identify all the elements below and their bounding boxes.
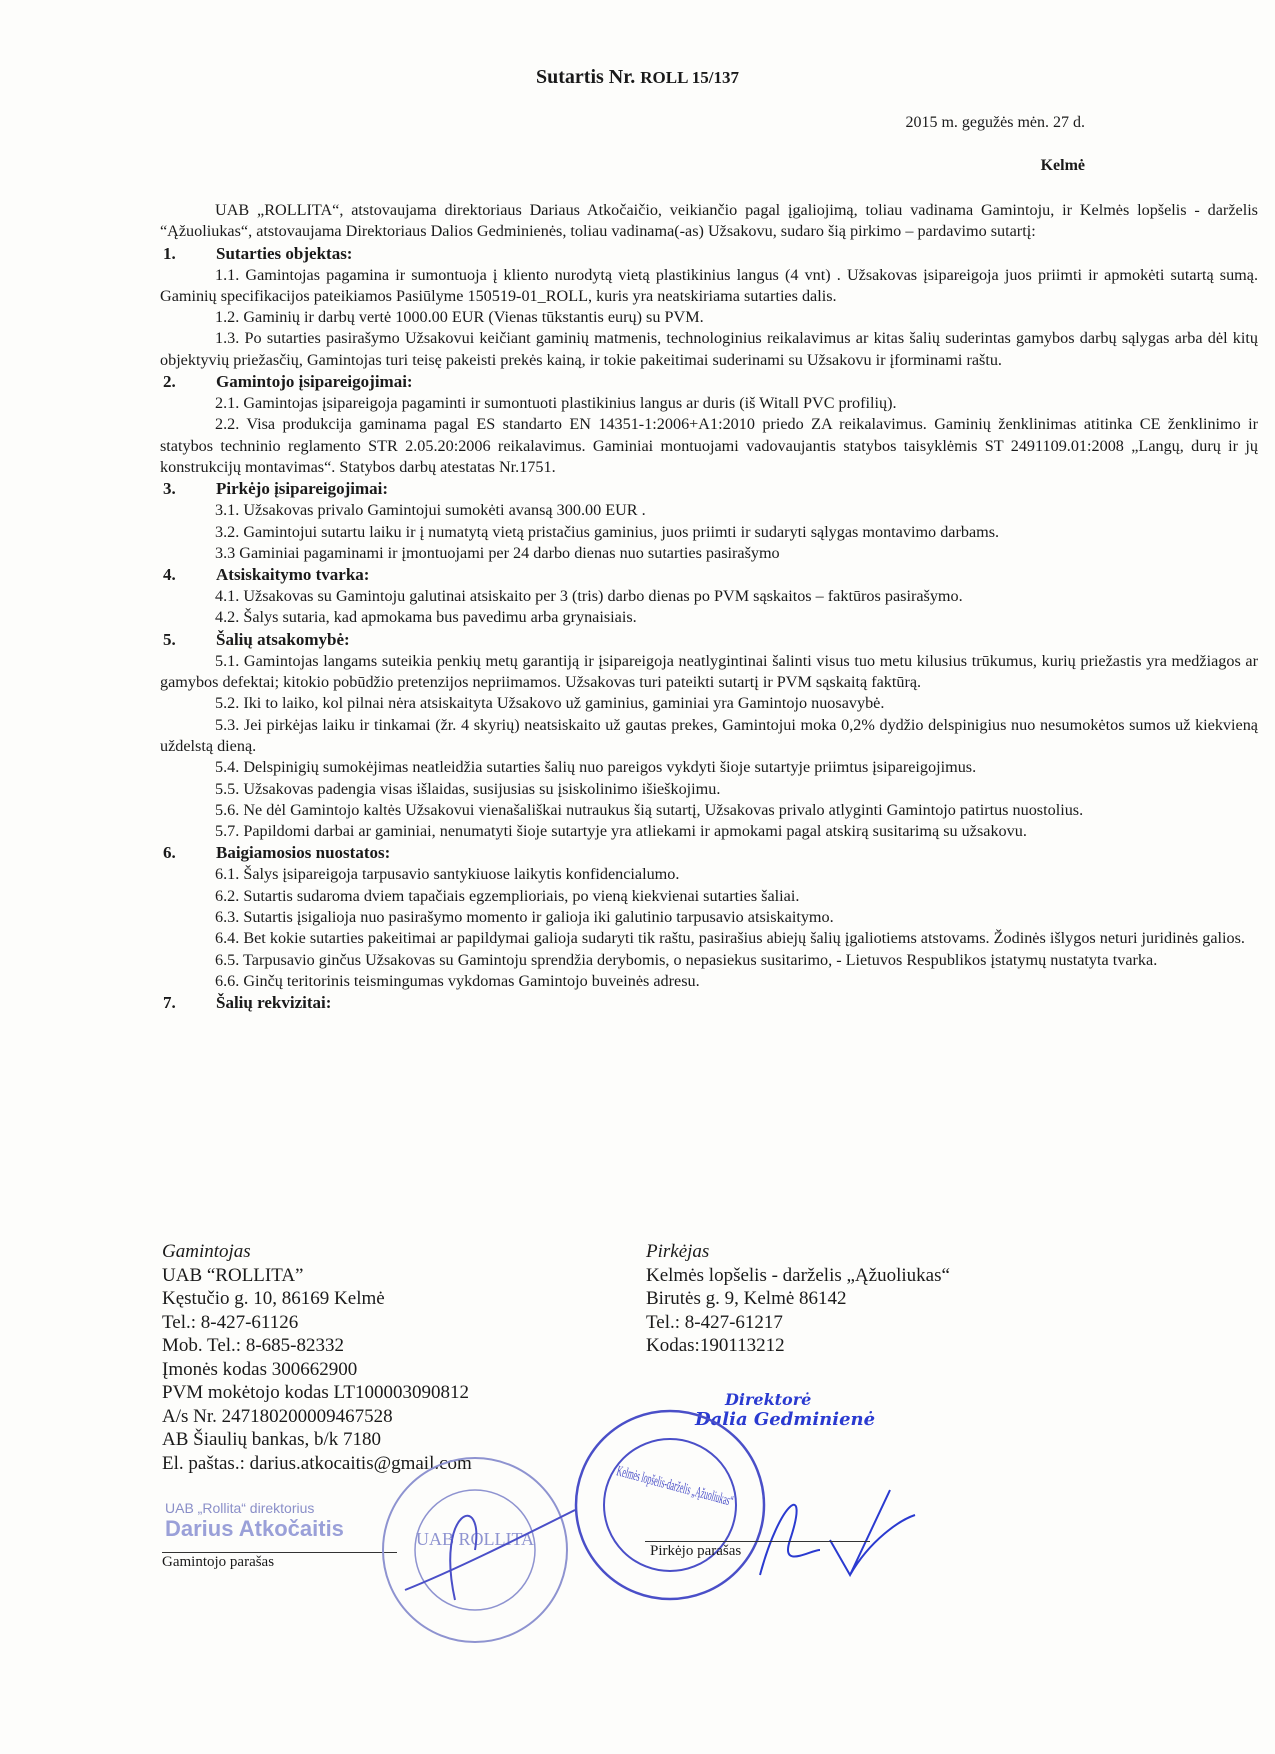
seller-signature-label: Gamintojo parašas xyxy=(162,1554,275,1570)
stamp-name: Darius Atkočaitis xyxy=(165,1516,344,1541)
stamp-title: UAB „Rollita“ direktorius xyxy=(165,1500,315,1516)
contract-date: 2015 m. gegužės mėn. 27 d. xyxy=(905,114,1085,131)
clause: 6.4. Bet kokie sutarties pakeitimai ar papildymai galioja sudaryti tik raštu, pasirašius abiejų šalių įgaliotiems atstovams. Žodinės išlygos neturi juridinės galios. xyxy=(215,929,1245,948)
director-name: Dalia Gedminienė xyxy=(695,1409,876,1430)
section-number: 5. xyxy=(163,629,176,649)
seller-name-stamp xyxy=(165,1500,344,1542)
buyer-signature xyxy=(740,1480,920,1580)
seller-role: Gamintojas xyxy=(162,1241,251,1262)
clause: 1.3. Po sutarties pasirašymo Užsakovui keičiant gaminių matmenis, technologinius reikalavimus ar kitas šalių suderintas gamybos darbų sąlygas arba dėl kitų objektyvių priežasčių, Gamintojas turi teisę pakeisti prekės kainą, ir tokie pakeitimai suderinami su Užsakovu ir įforminami raštu. xyxy=(160,329,1258,369)
section-title: Gamintojo įsipareigojimai: xyxy=(216,372,413,392)
section-number: 7. xyxy=(163,993,176,1013)
section-number: 4. xyxy=(163,565,176,585)
clause: 6.1. Šalys įsipareigoja tarpusavio santykiuose laikytis konfidencialumo. xyxy=(215,865,680,884)
buyer-detail-line: Birutės g. 9, Kelmė 86142 xyxy=(646,1288,847,1309)
clause: 5.5. Užsakovas padengia visas išlaidas, susijusias su įsiskolinimo išieškojimu. xyxy=(215,779,721,798)
section-title: Sutarties objektas: xyxy=(216,243,353,263)
section-title: Šalių atsakomybė: xyxy=(216,629,350,649)
contract-body xyxy=(160,200,1258,1014)
seller-detail-line: A/s Nr. 247180200009467528 xyxy=(162,1405,393,1427)
title-text: Sutartis Nr. xyxy=(536,66,636,88)
section-title: Pirkėjo įsipareigojimai: xyxy=(216,479,389,499)
section-heading xyxy=(160,243,1258,265)
section-heading xyxy=(160,629,1258,651)
buyer-detail-line: Tel.: 8-427-61217 xyxy=(646,1311,783,1333)
clause: 5.7. Papildomi darbai ar gaminiai, nenumatyti šioje sutartyje yra atliekami ir apmokami pagal atskirą susitarimą su užsakovu. xyxy=(215,822,1027,841)
clause: 4.1. Užsakovas su Gamintoju galutinai atsiskaito per 3 (tris) darbo dienas po PVM sąskaitos – faktūros pasirašymo. xyxy=(215,587,963,606)
clause: 6.5. Tarpusavio ginčus Užsakovas su Gamintoju sprendžia derybomis, o nepasiekus susitarimo, - Lietuvos Respublikos įstatymų nustatyta tvarka. xyxy=(215,950,1158,969)
seller-detail-line: Įmonės kodas 300662900 xyxy=(162,1358,358,1380)
section-heading xyxy=(160,478,1258,500)
seller-detail-line: Kęstučio g. 10, 86169 Kelmė xyxy=(162,1288,385,1309)
clause: 5.3. Jei pirkėjas laiku ir tinkamai (žr. 4 skyrių) neatsiskaito už gautas prekes, Gamintojui moka 0,2% dydžio delspinigius nuo nesumokėtos sumos už kiekvieną uždelstą dieną. xyxy=(160,715,1258,755)
clause: 5.6. Ne dėl Gamintojo kaltės Užsakovui vienašališkai nutraukus šią sutartį, Užsakovas privalo atlyginti Gamintojo patirtus nuostolius. xyxy=(215,800,1084,819)
clause: 2.2. Visa produkcija gaminama pagal ES standarto EN 14351-1:2006+A1:2010 priedo ZA reikalavimus. Gaminių ženklinimas atitinka CE ženklinimo ir statybos techninio reglamento STR 2.05.20:2006 reikalavimus. Gaminiai montuojami vadovaujantis statybos taisyklėmis ST 2491109.01:2008 „Langų, durų ir jų konstrukcijų montavimas“. Statybos darbų atestatas Nr.1751. xyxy=(160,415,1258,476)
seller-detail-line: PVM mokėtojo kodas LT100003090812 xyxy=(162,1382,469,1403)
buyer-role: Pirkėjas xyxy=(646,1241,710,1262)
buyer-signature-line xyxy=(645,1541,870,1542)
seal-center-text: Kelmės lopšelis-darželis „Ąžuoliukas“ xyxy=(614,1463,844,1540)
seller-detail-line: Tel.: 8-427-61126 xyxy=(162,1311,299,1333)
contract-place: Kelmė xyxy=(1040,157,1085,174)
buyer-details xyxy=(646,1240,950,1358)
clause: 3.1. Užsakovas privalo Gamintojui sumokėti avansą 300.00 EUR . xyxy=(215,501,646,520)
buyer-signature-label: Pirkėjo parašas xyxy=(650,1543,742,1559)
seller-detail-line: AB Šiaulių bankas, b/k 7180 xyxy=(162,1429,382,1450)
section-number: 2. xyxy=(163,372,176,392)
section-number: 6. xyxy=(163,843,176,863)
section-heading xyxy=(160,564,1258,586)
intro-paragraph: UAB „ROLLITA“, atstovaujama direktoriaus Dariaus Atkočaičio, veikiančio pagal įgaliojimą, toliau vadinama Gamintoju, ir Kelmės lopšelis - darželis “Ąžuoliukas“, atstovaujama Direktoriaus Dalios Gedminienės, toliau vadinama(-as) Užsakovu, sudaro šią pirkimo – pardavimo sutartį: xyxy=(160,201,1258,241)
section-title: Baigiamosios nuostatos: xyxy=(216,843,391,863)
seller-detail-line: Mob. Tel.: 8-685-82332 xyxy=(162,1335,344,1356)
section-title: Šalių rekvizitai: xyxy=(216,993,332,1013)
contract-number: ROLL 15/137 xyxy=(640,68,739,87)
clause: 6.2. Sutartis sudaroma dviem tapačiais egzemplioriais, po vieną kiekvienai sutarties šaliai. xyxy=(215,886,800,905)
clause: 2.1. Gamintojas įsipareigoja pagaminti ir sumontuoti plastikinius langus ar duris (iš Witall PVC profilių). xyxy=(215,394,897,413)
buyer-detail-line: Kelmės lopšelis - darželis „Ąžuoliukas“ xyxy=(646,1264,950,1286)
seller-seal xyxy=(375,1450,575,1650)
clause: 3.2. Gamintojui sutartu laiku ir į numatytą vietą pristačius gaminius, juos priimti ir sudaryti sąlygas montavimo darbams. xyxy=(215,522,1000,541)
seal-center-text: UAB ROLLITA xyxy=(415,1529,535,1549)
seller-signature-line xyxy=(162,1552,397,1553)
clause: 6.3. Sutartis įsigalioja nuo pasirašymo momento ir galioja iki galutinio tarpusavio atsiskaitymo. xyxy=(215,908,834,927)
seller-details xyxy=(162,1240,472,1475)
section-heading xyxy=(160,371,1258,393)
section-number: 3. xyxy=(163,479,176,499)
seller-detail-line: UAB “ROLLITA” xyxy=(162,1264,304,1286)
seller-detail-line: El. paštas.: darius.atkocaitis@gmail.com xyxy=(162,1452,472,1474)
section-number: 1. xyxy=(163,243,176,263)
section-heading xyxy=(160,842,1258,864)
clause: 5.1. Gamintojas langams suteikia penkių metų garantiją ir įsipareigoja neatlygintinai šalinti visus tuo metu kilusius trūkumus, kurių priežastis yra medžiagos ar gamybos defektai; kitokio pobūdžio pretenzijos nepriimamos. Užsakovas turi pateikti sutartį ir PVM sąskaitą faktūrą. xyxy=(160,651,1258,692)
clause: 6.6. Ginčų teritorinis teismingumas vykdomas Gamintojo buveinės adresu. xyxy=(215,971,700,990)
page-title xyxy=(0,66,1275,89)
section-heading xyxy=(160,992,1258,1014)
clause: 3.3 Gaminiai pagaminami ir įmontuojami per 24 darbo dienas nuo sutarties pasirašymo xyxy=(215,543,780,562)
section-title: Atsiskaitymo tvarka: xyxy=(216,565,370,585)
clause: 5.2. Iki to laiko, kol pilnai nėra atsiskaityta Užsakovo už gaminius, gaminiai yra Gamintojo nuosavybė. xyxy=(215,694,885,713)
director-title: Direktorė xyxy=(725,1390,812,1409)
clause: 1.1. Gamintojas pagamina ir sumontuoja į kliento nurodytą vietą plastikinius langus (4 vnt) . Užsakovas įsipareigoja juos priimti ir apmokėti sutartą sumą. Gaminių specifikacijos pateikiamos Pasiūlyme 150519-01_ROLL, kuris yra neatskiriama sutarties dalis. xyxy=(160,265,1258,305)
clause: 5.4. Delspinigių sumokėjimas neatleidžia sutarties šalių nuo pareigos vykdyti šioje sutartyje priimtus įsipareigojimus. xyxy=(215,758,977,777)
clause: 1.2. Gaminių ir darbų vertė 1000.00 EUR (Vienas tūkstantis eurų) su PVM. xyxy=(215,308,704,327)
clause: 4.2. Šalys sutaria, kad apmokama bus pavedimu arba grynaisiais. xyxy=(215,608,637,627)
buyer-detail-line: Kodas:190113212 xyxy=(646,1335,785,1356)
